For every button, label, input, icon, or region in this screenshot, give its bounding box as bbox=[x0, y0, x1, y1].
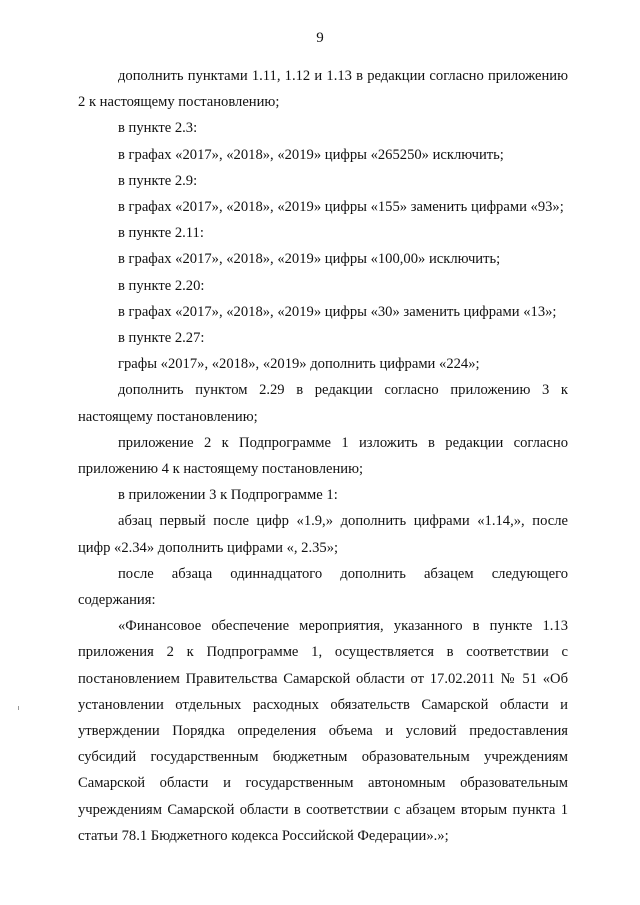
paragraph: «Финансовое обеспечение мероприятия, указанного в пункте 1.13 приложения 2 к Подпрограмме 1, осуществляется в соответствии с постановлением Правительства Самарской области от 17.02.2011 № 51 «Об установлении отдельных расходных обязательств Самарской области и утверждении Порядка определения объема и условий предоставления субсидий государственным бюджетным образовательным учреждениям Самарской области и государственным автономным образовательным учреждениям Самарской области в соответствии с абзацем вторым пункта 1 статьи 78.1 Бюджетного кодекса Российской Федерации».»; bbox=[78, 618, 568, 844]
paragraph: в графах «2017», «2018», «2019» цифры «265250» исключить; bbox=[118, 146, 504, 163]
paragraph: в пункте 2.11: bbox=[118, 225, 204, 242]
paragraph: в графах «2017», «2018», «2019» цифры «155» заменить цифрами «93»; bbox=[118, 199, 564, 216]
paragraph: дополнить пунктом 2.29 в редакции согласно приложению 3 к настоящему постановлению; bbox=[78, 382, 568, 425]
paragraph: абзац первый после цифр «1.9,» дополнить цифрами «1.14,», после цифр «2.34» дополнить цифрами «, 2.35»; bbox=[78, 513, 568, 556]
paragraph: графы «2017», «2018», «2019» дополнить цифрами «224»; bbox=[118, 356, 480, 373]
paragraph: в приложении 3 к Подпрограмме 1: bbox=[118, 487, 338, 504]
paragraph: в пункте 2.3: bbox=[118, 120, 198, 137]
document-body bbox=[78, 63, 568, 849]
paragraph: в пункте 2.9: bbox=[118, 172, 198, 189]
paragraph: после абзаца одиннадцатого дополнить абзацем следующего содержания: bbox=[78, 565, 568, 609]
paragraph: приложение 2 к Подпрограмме 1 изложить в редакции согласно приложению 4 к настоящему постановлению; bbox=[78, 434, 568, 478]
page-number: 9 bbox=[316, 30, 324, 46]
paragraph: в графах «2017», «2018», «2019» цифры «100,00» исключить; bbox=[118, 251, 501, 268]
paragraph: в пункте 2.20: bbox=[118, 277, 205, 294]
paragraph: дополнить пунктами 1.11, 1.12 и 1.13 в редакции согласно приложению 2 к настоящему постановлению; bbox=[78, 68, 568, 111]
margin-mark bbox=[18, 706, 19, 710]
paragraph: в пункте 2.27: bbox=[118, 330, 205, 347]
paragraph: в графах «2017», «2018», «2019» цифры «30» заменить цифрами «13»; bbox=[118, 303, 557, 320]
